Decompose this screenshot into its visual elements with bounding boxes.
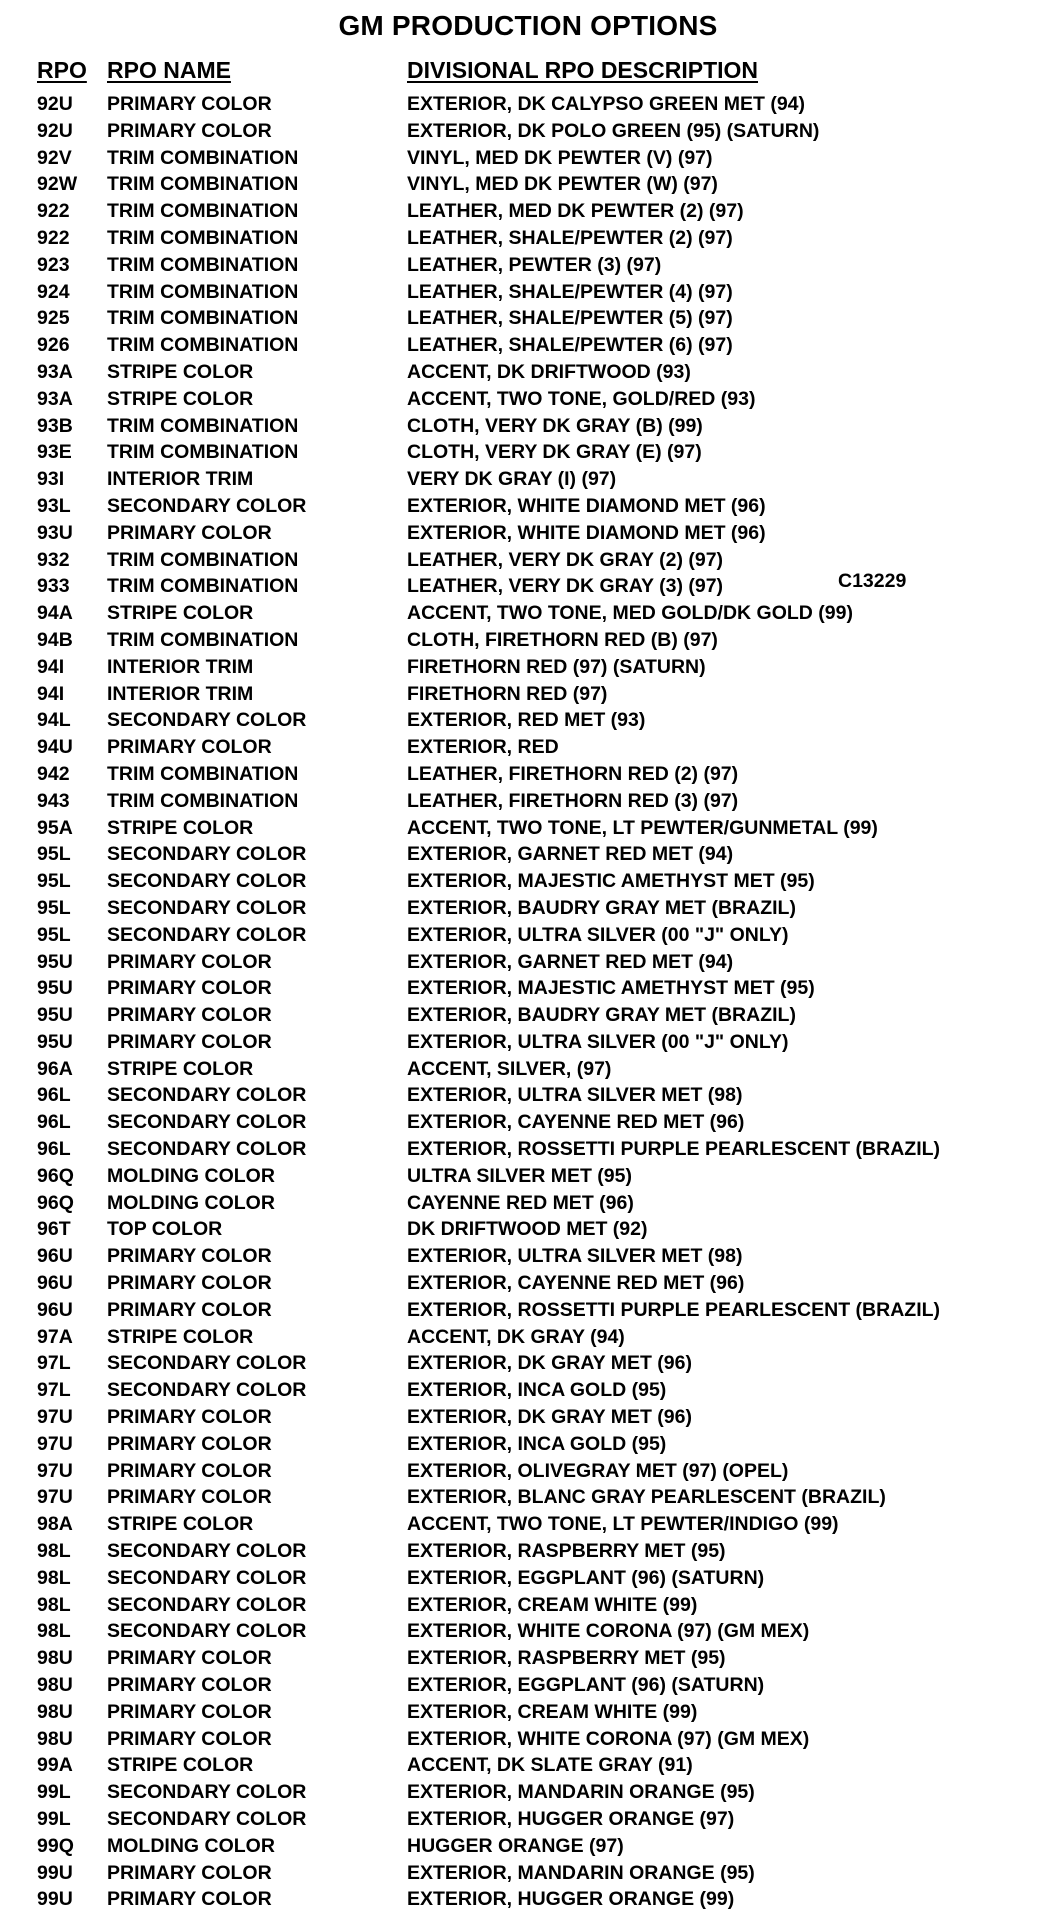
table-row	[0, 279, 1056, 306]
rpo-code: 98U	[37, 1700, 73, 1723]
table-row	[0, 1886, 1056, 1913]
rpo-description: EXTERIOR, INCA GOLD (95)	[407, 1379, 667, 1402]
options-table	[0, 91, 1056, 1913]
table-row	[0, 466, 1056, 493]
rpo-description: EXTERIOR, WHITE DIAMOND MET (96)	[407, 494, 766, 517]
table-row	[0, 1216, 1056, 1243]
rpo-name: TRIM COMBINATION	[107, 441, 299, 464]
rpo-name: PRIMARY COLOR	[107, 93, 272, 115]
table-row	[0, 895, 1056, 922]
rpo-name: PRIMARY COLOR	[107, 950, 272, 973]
rpo-code: 98U	[37, 1727, 73, 1750]
rpo-description: VINYL, MED DK PEWTER (W) (97)	[407, 173, 718, 196]
rpo-code: 93I	[37, 468, 65, 491]
table-row	[0, 1324, 1056, 1351]
rpo-name: SECONDARY COLOR	[107, 1138, 307, 1161]
rpo-description: EXTERIOR, BAUDRY GRAY MET (BRAZIL)	[407, 896, 796, 919]
rpo-code: 99L	[37, 1781, 71, 1804]
rpo-description: EXTERIOR, EGGPLANT (96) (SATURN)	[407, 1674, 765, 1697]
rpo-name: TRIM COMBINATION	[107, 414, 299, 437]
rpo-name: TRIM COMBINATION	[107, 280, 299, 303]
table-row	[0, 1136, 1056, 1163]
table-row	[0, 1806, 1056, 1833]
rpo-description: EXTERIOR, DK POLO GREEN (95) (SATURN)	[407, 119, 820, 142]
rpo-description: VINYL, MED DK PEWTER (V) (97)	[407, 146, 713, 169]
rpo-name: TRIM COMBINATION	[107, 253, 299, 276]
table-row	[0, 1431, 1056, 1458]
rpo-code: 926	[37, 334, 70, 357]
table-row	[0, 761, 1056, 788]
header-rpo: RPO	[37, 57, 87, 83]
rpo-description: ACCENT, TWO TONE, MED GOLD/DK GOLD (99)	[407, 602, 853, 625]
rpo-code: 923	[37, 253, 70, 276]
table-row	[0, 1484, 1056, 1511]
rpo-name: MOLDING COLOR	[107, 1834, 275, 1857]
rpo-code: 95U	[37, 977, 73, 1000]
rpo-description: EXTERIOR, MANDARIN ORANGE (95)	[407, 1861, 755, 1884]
rpo-name: SECONDARY COLOR	[107, 1620, 307, 1643]
table-row	[0, 1538, 1056, 1565]
table-row	[0, 922, 1056, 949]
table-row	[0, 734, 1056, 761]
rpo-description: CLOTH, VERY DK GRAY (E) (97)	[407, 441, 702, 464]
rpo-code: 93E	[37, 441, 72, 464]
rpo-name: PRIMARY COLOR	[107, 1486, 272, 1509]
rpo-code: 98U	[37, 1647, 73, 1670]
rpo-name: TRIM COMBINATION	[107, 628, 299, 651]
table-row	[0, 1672, 1056, 1699]
rpo-code: 94L	[37, 709, 71, 732]
rpo-description: EXTERIOR, WHITE DIAMOND MET (96)	[407, 521, 766, 544]
rpo-code: 96T	[37, 1218, 71, 1241]
table-row	[0, 1752, 1056, 1779]
rpo-description: ACCENT, SILVER, (97)	[407, 1057, 612, 1080]
rpo-code: 99U	[37, 1888, 73, 1911]
rpo-name: INTERIOR TRIM	[107, 468, 254, 491]
rpo-name: SECONDARY COLOR	[107, 923, 307, 946]
rpo-description: LEATHER, SHALE/PEWTER (4) (97)	[407, 280, 733, 303]
rpo-code: 932	[37, 548, 70, 571]
rpo-name: STRIPE COLOR	[107, 602, 254, 625]
table-row	[0, 788, 1056, 815]
table-row	[0, 413, 1056, 440]
rpo-description: HUGGER ORANGE (97)	[407, 1834, 624, 1857]
rpo-name: MOLDING COLOR	[107, 1164, 275, 1187]
rpo-name: STRIPE COLOR	[107, 1754, 254, 1777]
rpo-code: 93U	[37, 521, 73, 544]
rpo-description: EXTERIOR, OLIVEGRAY MET (97) (OPEL)	[407, 1459, 789, 1482]
header-rpo-name: RPO NAME	[107, 57, 231, 83]
rpo-code: 99L	[37, 1808, 71, 1830]
rpo-name: TRIM COMBINATION	[107, 226, 299, 249]
table-row	[0, 493, 1056, 520]
rpo-code: 92W	[37, 173, 78, 196]
table-row	[0, 681, 1056, 708]
rpo-code: 943	[37, 789, 70, 812]
table-row	[0, 627, 1056, 654]
rpo-name: TRIM COMBINATION	[107, 334, 299, 357]
rpo-name: TRIM COMBINATION	[107, 762, 299, 785]
rpo-code: 95L	[37, 923, 71, 946]
rpo-name: INTERIOR TRIM	[107, 682, 254, 705]
rpo-description: EXTERIOR, GARNET RED MET (94)	[407, 950, 734, 973]
rpo-description: EXTERIOR, DK CALYPSO GREEN MET (94)	[407, 93, 806, 115]
rpo-code: 98A	[37, 1513, 73, 1536]
rpo-name: SECONDARY COLOR	[107, 1084, 307, 1107]
rpo-description: EXTERIOR, BLANC GRAY PEARLESCENT (BRAZIL)	[407, 1486, 886, 1509]
rpo-name: PRIMARY COLOR	[107, 1432, 272, 1455]
table-row	[0, 171, 1056, 198]
header-description: DIVISIONAL RPO DESCRIPTION	[407, 57, 759, 83]
table-row	[0, 1377, 1056, 1404]
rpo-name: PRIMARY COLOR	[107, 521, 272, 544]
rpo-name: SECONDARY COLOR	[107, 1540, 307, 1563]
rpo-code: 98L	[37, 1566, 71, 1589]
table-row	[0, 225, 1056, 252]
rpo-name: PRIMARY COLOR	[107, 1030, 272, 1053]
rpo-name: STRIPE COLOR	[107, 387, 254, 410]
table-row	[0, 198, 1056, 225]
rpo-name: PRIMARY COLOR	[107, 1272, 272, 1295]
rpo-name: INTERIOR TRIM	[107, 655, 254, 678]
rpo-name: PRIMARY COLOR	[107, 736, 272, 759]
page-title: GM PRODUCTION OPTIONS	[338, 10, 718, 41]
table-row	[0, 1699, 1056, 1726]
rpo-code: 95L	[37, 870, 71, 893]
table-row	[0, 868, 1056, 895]
rpo-name: STRIPE COLOR	[107, 1057, 254, 1080]
rpo-code: 95U	[37, 1004, 73, 1027]
rpo-code: 98L	[37, 1620, 71, 1643]
rpo-code: 92U	[37, 119, 73, 142]
table-row	[0, 118, 1056, 145]
rpo-name: STRIPE COLOR	[107, 1513, 254, 1536]
table-row	[0, 654, 1056, 681]
table-row	[0, 815, 1056, 842]
table-row	[0, 949, 1056, 976]
table-row	[0, 1645, 1056, 1672]
table-row	[0, 1002, 1056, 1029]
table-row	[0, 1458, 1056, 1485]
rpo-description: EXTERIOR, ROSSETTI PURPLE PEARLESCENT (BRAZIL)	[407, 1298, 941, 1321]
table-row	[0, 1190, 1056, 1217]
rpo-name: PRIMARY COLOR	[107, 1888, 272, 1911]
rpo-name: PRIMARY COLOR	[107, 119, 272, 142]
rpo-code: 97L	[37, 1379, 71, 1402]
table-row	[0, 1109, 1056, 1136]
rpo-code: 96L	[37, 1084, 71, 1107]
rpo-description: EXTERIOR, CAYENNE RED MET (96)	[407, 1111, 745, 1134]
rpo-name: SECONDARY COLOR	[107, 494, 307, 517]
table-row	[0, 305, 1056, 332]
rpo-description: ACCENT, TWO TONE, GOLD/RED (93)	[407, 387, 756, 410]
rpo-description: EXTERIOR, CREAM WHITE (99)	[407, 1593, 698, 1616]
rpo-description: EXTERIOR, INCA GOLD (95)	[407, 1432, 667, 1455]
rpo-code: 94B	[37, 628, 73, 651]
rpo-code: 94A	[37, 602, 73, 625]
rpo-name: PRIMARY COLOR	[107, 1459, 272, 1482]
rpo-code: 97L	[37, 1352, 71, 1375]
rpo-name: SECONDARY COLOR	[107, 870, 307, 893]
rpo-description: EXTERIOR, CAYENNE RED MET (96)	[407, 1272, 745, 1295]
table-row	[0, 1082, 1056, 1109]
rpo-code: 924	[37, 280, 70, 303]
rpo-code: 96U	[37, 1245, 73, 1268]
table-row	[0, 1565, 1056, 1592]
rpo-description: EXTERIOR, CREAM WHITE (99)	[407, 1700, 698, 1723]
rpo-name: TRIM COMBINATION	[107, 575, 299, 598]
rpo-name: TRIM COMBINATION	[107, 146, 299, 169]
rpo-code: 93A	[37, 360, 73, 383]
rpo-description: EXTERIOR, RED	[407, 736, 559, 759]
rpo-code: 95A	[37, 816, 73, 839]
rpo-description: EXTERIOR, HUGGER ORANGE (99)	[407, 1888, 735, 1911]
table-row	[0, 1056, 1056, 1083]
table-row	[0, 1833, 1056, 1860]
rpo-code: 942	[37, 762, 70, 785]
rpo-description: EXTERIOR, MANDARIN ORANGE (95)	[407, 1781, 755, 1804]
rpo-description: EXTERIOR, ULTRA SILVER MET (98)	[407, 1245, 743, 1268]
rpo-code: 922	[37, 200, 70, 223]
rpo-description: ACCENT, DK SLATE GRAY (91)	[407, 1754, 693, 1777]
rpo-code: 95L	[37, 843, 71, 866]
rpo-name: PRIMARY COLOR	[107, 1406, 272, 1429]
rpo-code: 93B	[37, 414, 73, 437]
rpo-description: EXTERIOR, ROSSETTI PURPLE PEARLESCENT (BRAZIL)	[407, 1138, 941, 1161]
rpo-name: SECONDARY COLOR	[107, 1111, 307, 1134]
rpo-code: 922	[37, 226, 70, 249]
rpo-name: MOLDING COLOR	[107, 1191, 275, 1214]
rpo-code: 99U	[37, 1861, 73, 1884]
rpo-code: 933	[37, 575, 70, 598]
rpo-code: 92U	[37, 93, 73, 115]
rpo-name: PRIMARY COLOR	[107, 1861, 272, 1884]
rpo-code: 96Q	[37, 1164, 74, 1187]
rpo-name: TOP COLOR	[107, 1218, 223, 1241]
rpo-code: 97U	[37, 1406, 73, 1429]
table-row	[0, 145, 1056, 172]
rpo-code: 925	[37, 307, 70, 330]
rpo-name: SECONDARY COLOR	[107, 1781, 307, 1804]
table-row	[0, 252, 1056, 279]
rpo-description: LEATHER, MED DK PEWTER (2) (97)	[407, 200, 744, 223]
rpo-description: EXTERIOR, DK GRAY MET (96)	[407, 1406, 692, 1429]
rpo-description: EXTERIOR, HUGGER ORANGE (97)	[407, 1808, 735, 1830]
table-row	[0, 1726, 1056, 1753]
rpo-code: 96L	[37, 1111, 71, 1134]
rpo-description: CAYENNE RED MET (96)	[407, 1191, 634, 1214]
rpo-name: PRIMARY COLOR	[107, 1674, 272, 1697]
rpo-description: ACCENT, TWO TONE, LT PEWTER/INDIGO (99)	[407, 1513, 839, 1536]
rpo-description: LEATHER, VERY DK GRAY (3) (97)	[407, 575, 724, 598]
rpo-code: 98U	[37, 1674, 73, 1697]
rpo-name: STRIPE COLOR	[107, 816, 254, 839]
rpo-description: ULTRA SILVER MET (95)	[407, 1164, 632, 1187]
rpo-name: SECONDARY COLOR	[107, 1352, 307, 1375]
rpo-code: 92V	[37, 146, 72, 169]
rpo-code: 97U	[37, 1459, 73, 1482]
rpo-description: EXTERIOR, WHITE CORONA (97) (GM MEX)	[407, 1727, 810, 1750]
rpo-code: 97U	[37, 1432, 73, 1455]
rpo-code: 95L	[37, 896, 71, 919]
rpo-name: TRIM COMBINATION	[107, 173, 299, 196]
rpo-name: PRIMARY COLOR	[107, 1245, 272, 1268]
table-row	[0, 439, 1056, 466]
table-row	[0, 1779, 1056, 1806]
rpo-name: SECONDARY COLOR	[107, 1808, 307, 1830]
table-row	[0, 386, 1056, 413]
rpo-code: 99A	[37, 1754, 73, 1777]
rpo-name: SECONDARY COLOR	[107, 843, 307, 866]
rpo-name: SECONDARY COLOR	[107, 896, 307, 919]
rpo-code: 96Q	[37, 1191, 74, 1214]
rpo-description: LEATHER, SHALE/PEWTER (5) (97)	[407, 307, 733, 330]
table-row	[0, 841, 1056, 868]
rpo-description: EXTERIOR, MAJESTIC AMETHYST MET (95)	[407, 977, 815, 1000]
rpo-code: 95U	[37, 1030, 73, 1053]
table-row	[0, 1404, 1056, 1431]
rpo-description: LEATHER, FIRETHORN RED (3) (97)	[407, 789, 739, 812]
rpo-description: CLOTH, FIRETHORN RED (B) (97)	[407, 628, 718, 651]
rpo-description: EXTERIOR, EGGPLANT (96) (SATURN)	[407, 1566, 765, 1589]
table-row	[0, 600, 1056, 627]
rpo-description: EXTERIOR, WHITE CORONA (97) (GM MEX)	[407, 1620, 810, 1643]
rpo-description: LEATHER, FIRETHORN RED (2) (97)	[407, 762, 739, 785]
table-row	[0, 1270, 1056, 1297]
rpo-code: 98L	[37, 1593, 71, 1616]
rpo-name: TRIM COMBINATION	[107, 789, 299, 812]
rpo-description: FIRETHORN RED (97)	[407, 682, 608, 705]
rpo-description: EXTERIOR, BAUDRY GRAY MET (BRAZIL)	[407, 1004, 796, 1027]
rpo-name: TRIM COMBINATION	[107, 307, 299, 330]
rpo-name: PRIMARY COLOR	[107, 1727, 272, 1750]
rpo-name: SECONDARY COLOR	[107, 1593, 307, 1616]
rpo-code: 97A	[37, 1325, 73, 1348]
rpo-description: LEATHER, SHALE/PEWTER (2) (97)	[407, 226, 733, 249]
rpo-description: LEATHER, SHALE/PEWTER (6) (97)	[407, 334, 733, 357]
rpo-description: ACCENT, DK DRIFTWOOD (93)	[407, 360, 691, 383]
rpo-name: SECONDARY COLOR	[107, 1566, 307, 1589]
rpo-description: VERY DK GRAY (I) (97)	[407, 468, 617, 491]
rpo-name: PRIMARY COLOR	[107, 977, 272, 1000]
rpo-code: 96U	[37, 1298, 73, 1321]
rpo-code: 97U	[37, 1486, 73, 1509]
rpo-code: 93L	[37, 494, 71, 517]
rpo-description: ACCENT, DK GRAY (94)	[407, 1325, 625, 1348]
rpo-code: 93A	[37, 387, 73, 410]
table-row	[0, 975, 1056, 1002]
table-row	[0, 707, 1056, 734]
table-row	[0, 1297, 1056, 1324]
table-row	[0, 359, 1056, 386]
rpo-name: PRIMARY COLOR	[107, 1700, 272, 1723]
rpo-code: 96L	[37, 1138, 71, 1161]
rpo-description: EXTERIOR, ULTRA SILVER (00 "J" ONLY)	[407, 1030, 789, 1053]
rpo-description: DK DRIFTWOOD MET (92)	[407, 1218, 648, 1241]
table-row	[0, 1618, 1056, 1645]
rpo-description: EXTERIOR, RASPBERRY MET (95)	[407, 1540, 726, 1563]
rpo-description: LEATHER, VERY DK GRAY (2) (97)	[407, 548, 724, 571]
rpo-description: EXTERIOR, DK GRAY MET (96)	[407, 1352, 692, 1375]
rpo-description: EXTERIOR, RED MET (93)	[407, 709, 646, 732]
rpo-name: PRIMARY COLOR	[107, 1004, 272, 1027]
table-row	[0, 1029, 1056, 1056]
rpo-code: 98L	[37, 1540, 71, 1563]
rpo-description: EXTERIOR, MAJESTIC AMETHYST MET (95)	[407, 870, 815, 893]
rpo-name: STRIPE COLOR	[107, 360, 254, 383]
rpo-code: 96A	[37, 1057, 73, 1080]
rpo-name: PRIMARY COLOR	[107, 1647, 272, 1670]
rpo-name: PRIMARY COLOR	[107, 1298, 272, 1321]
rpo-description: LEATHER, PEWTER (3) (97)	[407, 253, 662, 276]
rpo-code: 94I	[37, 682, 65, 705]
rpo-code: 94I	[37, 655, 65, 678]
rpo-description: EXTERIOR, RASPBERRY MET (95)	[407, 1647, 726, 1670]
rpo-name: TRIM COMBINATION	[107, 200, 299, 223]
rpo-description: EXTERIOR, GARNET RED MET (94)	[407, 843, 734, 866]
table-row	[0, 332, 1056, 359]
table-row	[0, 1243, 1056, 1270]
rpo-name: TRIM COMBINATION	[107, 548, 299, 571]
rpo-description: CLOTH, VERY DK GRAY (B) (99)	[407, 414, 703, 437]
table-row	[0, 1860, 1056, 1887]
rpo-name: SECONDARY COLOR	[107, 709, 307, 732]
table-row	[0, 1163, 1056, 1190]
table-row	[0, 1511, 1056, 1538]
table-row	[0, 91, 1056, 118]
table-row	[0, 1592, 1056, 1619]
rpo-name: SECONDARY COLOR	[107, 1379, 307, 1402]
rpo-description: FIRETHORN RED (97) (SATURN)	[407, 655, 706, 678]
rpo-description: ACCENT, TWO TONE, LT PEWTER/GUNMETAL (99)	[407, 816, 878, 839]
rpo-code: 96U	[37, 1272, 73, 1295]
rpo-code: 99Q	[37, 1834, 74, 1857]
rpo-code: 95U	[37, 950, 73, 973]
rpo-code: 94U	[37, 736, 73, 759]
table-row	[0, 1350, 1056, 1377]
table-row	[0, 520, 1056, 547]
rpo-name: STRIPE COLOR	[107, 1325, 254, 1348]
rpo-description: EXTERIOR, ULTRA SILVER (00 "J" ONLY)	[407, 923, 789, 946]
rpo-description: EXTERIOR, ULTRA SILVER MET (98)	[407, 1084, 743, 1107]
document-code: C13229	[838, 570, 907, 592]
